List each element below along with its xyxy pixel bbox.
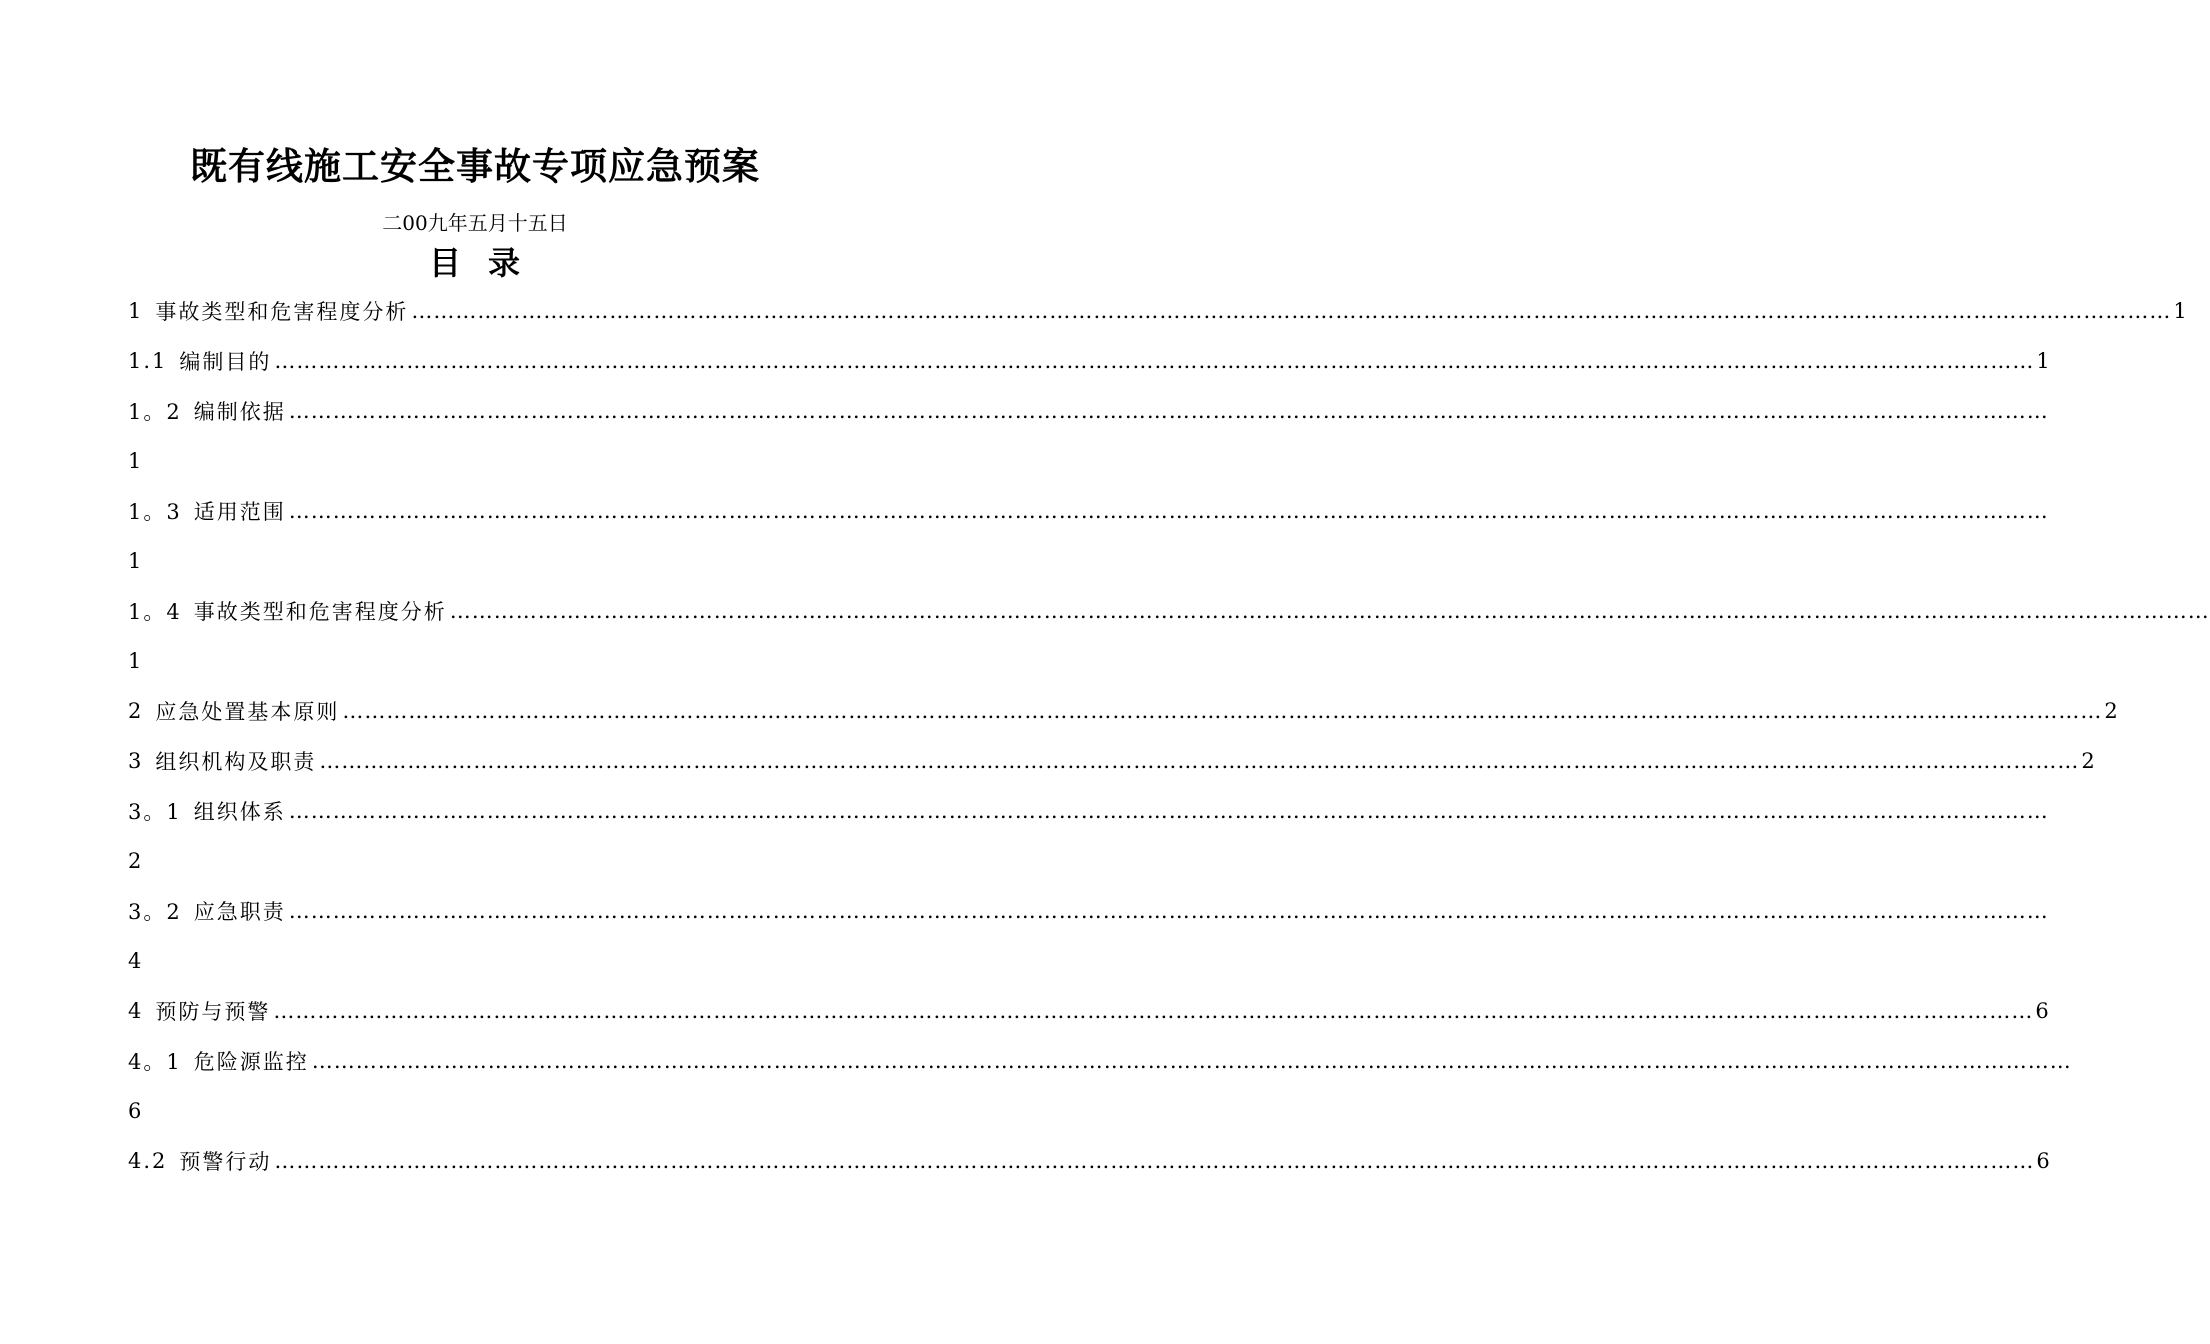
toc-leader-dots: ……………………………………………………………………………………………………………………………………………………………………………………………………………………: [411, 299, 2172, 323]
toc-leader-dots: ……………………………………………………………………………………………………………………………………………………………………………………………………………………: [342, 699, 2103, 723]
toc-entry[interactable]: [128, 386, 2049, 436]
toc-entry-page: 1: [128, 449, 142, 473]
toc-entry-page-line: [128, 436, 828, 486]
toc-entry-page: 2: [2104, 699, 2118, 723]
toc-entry[interactable]: [128, 986, 2049, 1036]
toc-heading-char-2: 录: [488, 244, 522, 282]
toc-leader-dots: ……………………………………………………………………………………………………………………………………………………………………………………………………………………: [273, 999, 2034, 1023]
document-title: 既有线施工安全事故专项应急预案: [190, 145, 760, 188]
toc-entry-number: 1.1: [128, 349, 168, 373]
toc-leader-dots: ……………………………………………………………………………………………………………………………………………………………………………………………………………………: [319, 749, 2080, 773]
toc-entry-page: 2: [128, 849, 142, 873]
toc-entry-page: 4: [128, 949, 142, 973]
toc-entry-page-line: [128, 936, 828, 986]
toc-entry[interactable]: [128, 1036, 2072, 1086]
toc-leader-dots: ……………………………………………………………………………………………………………………………………………………………………………………………………………………: [274, 1149, 2035, 1173]
toc-entry-title: 编制依据: [193, 400, 286, 424]
toc-entry-page-line: [128, 536, 828, 586]
toc-entry[interactable]: [128, 686, 2118, 736]
toc-entry-page-line: [128, 836, 828, 886]
toc-leader-dots: ……………………………………………………………………………………………………………………………………………………………………………………………………………………: [274, 349, 2035, 373]
toc-entry-page: 6: [128, 1099, 142, 1123]
toc-entry-page: 1: [2036, 349, 2050, 373]
toc-entry-number: 1。4: [128, 600, 182, 624]
toc-entry-page: 6: [2035, 999, 2049, 1023]
toc-entry-number: 1: [128, 299, 144, 323]
toc-entry-title: 组织体系: [193, 800, 286, 824]
toc-entry-number: 2: [128, 699, 144, 723]
toc-entry[interactable]: [128, 336, 2050, 386]
table-of-contents: [128, 286, 2210, 1186]
toc-entry-page: 1: [128, 549, 142, 573]
toc-entry-title: 应急处置基本原则: [155, 700, 340, 724]
toc-entry[interactable]: [128, 786, 2049, 836]
toc-leader-dots: ……………………………………………………………………………………………………………………………………………………………………………………………………………………: [449, 599, 2210, 623]
toc-entry[interactable]: [128, 286, 2187, 336]
toc-entry-title: 预防与预警: [155, 1000, 271, 1024]
toc-leader-dots: ……………………………………………………………………………………………………………………………………………………………………………………………………………………: [288, 499, 2049, 523]
toc-entry-page: 2: [2081, 749, 2095, 773]
toc-entry-title: 组织机构及职责: [155, 750, 317, 774]
toc-entry-title: 应急职责: [193, 900, 286, 924]
toc-entry-page: 1: [2173, 299, 2187, 323]
toc-entry-title: 适用范围: [193, 500, 286, 524]
toc-entry-number: 4.2: [128, 1149, 168, 1173]
toc-entry[interactable]: [128, 1136, 2050, 1186]
toc-entry-number: 4: [128, 999, 144, 1023]
toc-entry[interactable]: [128, 886, 2049, 936]
toc-entry-title: 编制目的: [179, 350, 272, 374]
toc-entry-number: 3。2: [128, 900, 182, 924]
toc-entry-number: 4。1: [128, 1050, 182, 1074]
toc-entry-page: 1: [128, 649, 142, 673]
toc-entry-title: 事故类型和危害程度分析: [155, 300, 409, 324]
toc-entry-page-line: [128, 1086, 828, 1136]
toc-entry-number: 3。1: [128, 800, 182, 824]
document-date: 二00九年五月十五日: [382, 211, 568, 235]
toc-leader-dots: ……………………………………………………………………………………………………………………………………………………………………………………………………………………: [311, 1049, 2072, 1073]
toc-entry[interactable]: [128, 736, 2095, 786]
toc-entry-title: 预警行动: [179, 1150, 272, 1174]
toc-entry[interactable]: [128, 486, 2049, 536]
toc-entry-number: 3: [128, 749, 144, 773]
toc-leader-dots: ……………………………………………………………………………………………………………………………………………………………………………………………………………………: [288, 899, 2049, 923]
toc-leader-dots: ……………………………………………………………………………………………………………………………………………………………………………………………………………………: [288, 799, 2049, 823]
toc-entry-number: 1。3: [128, 500, 182, 524]
toc-entry-title: 事故类型和危害程度分析: [193, 600, 447, 624]
toc-entry-number: 1。2: [128, 400, 182, 424]
toc-entry-title: 危险源监控: [193, 1050, 309, 1074]
toc-entry-page-line: [128, 636, 828, 686]
toc-entry[interactable]: [128, 586, 2210, 636]
toc-leader-dots: ……………………………………………………………………………………………………………………………………………………………………………………………………………………: [288, 399, 2049, 423]
toc-heading: [0, 240, 950, 286]
toc-heading-char-1: 目: [428, 244, 462, 282]
toc-entry-page: 6: [2036, 1149, 2050, 1173]
